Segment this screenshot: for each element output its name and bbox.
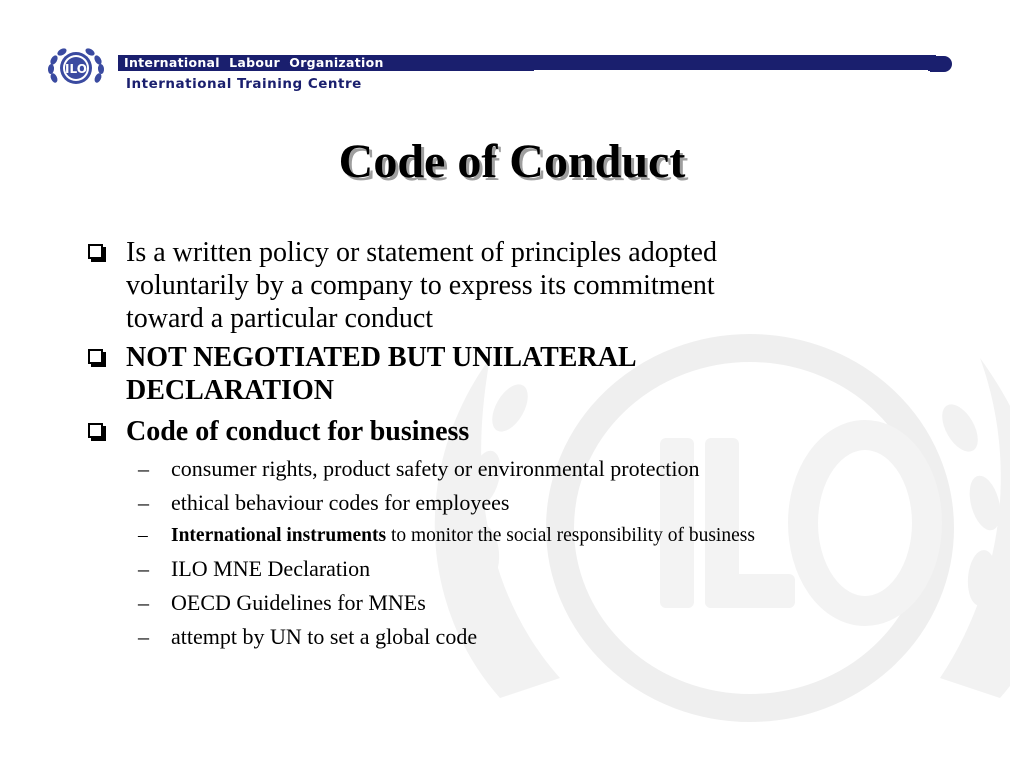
sub-bullet-text: ethical behaviour codes for employees bbox=[171, 490, 510, 515]
svg-text:ILO: ILO bbox=[65, 62, 87, 76]
slide-title: Code of Conduct bbox=[338, 135, 686, 188]
bullet-line: DECLARATION bbox=[126, 375, 334, 406]
dash-marker: – bbox=[138, 624, 149, 649]
bullet-line: toward a particular conduct bbox=[126, 303, 434, 334]
bullet-line: voluntarily by a company to express its commitment bbox=[126, 270, 715, 301]
checkbox-bullet-icon bbox=[88, 423, 103, 438]
dash-marker: – bbox=[138, 456, 149, 481]
bullet-business-code bbox=[88, 415, 868, 448]
bullet-line: Is a written policy or statement of principles adopted bbox=[126, 237, 717, 268]
sub-bullet-text bbox=[171, 523, 755, 549]
checkbox-bullet-icon bbox=[88, 349, 103, 364]
bullet-definition bbox=[88, 236, 868, 335]
dash-marker: – bbox=[138, 556, 149, 581]
organization-name: International Labour Organization bbox=[124, 55, 384, 70]
sub-bullet-text: consumer rights, product safety or environmental protection bbox=[171, 456, 700, 481]
training-centre-name: International Training Centre bbox=[126, 76, 362, 92]
sub-bullet-text: attempt by UN to set a global code bbox=[171, 624, 478, 649]
bullet-unilateral bbox=[88, 341, 868, 407]
checkbox-bullet-icon bbox=[88, 244, 103, 259]
bullet-line: NOT NEGOTIATED BUT UNILATERAL bbox=[126, 342, 637, 373]
sub-bullet-remainder: to monitor the social responsibility of business bbox=[386, 525, 755, 546]
dash-marker: – bbox=[138, 525, 148, 546]
sub-bullet-text: ILO MNE Declaration bbox=[171, 556, 371, 581]
bullet-line: Code of conduct for business bbox=[126, 416, 470, 447]
sub-bullet-text: OECD Guidelines for MNEs bbox=[171, 590, 426, 615]
dash-marker: – bbox=[138, 490, 149, 515]
dash-marker: – bbox=[138, 590, 149, 615]
sub-bullet-emphasis: International instruments bbox=[171, 525, 387, 546]
